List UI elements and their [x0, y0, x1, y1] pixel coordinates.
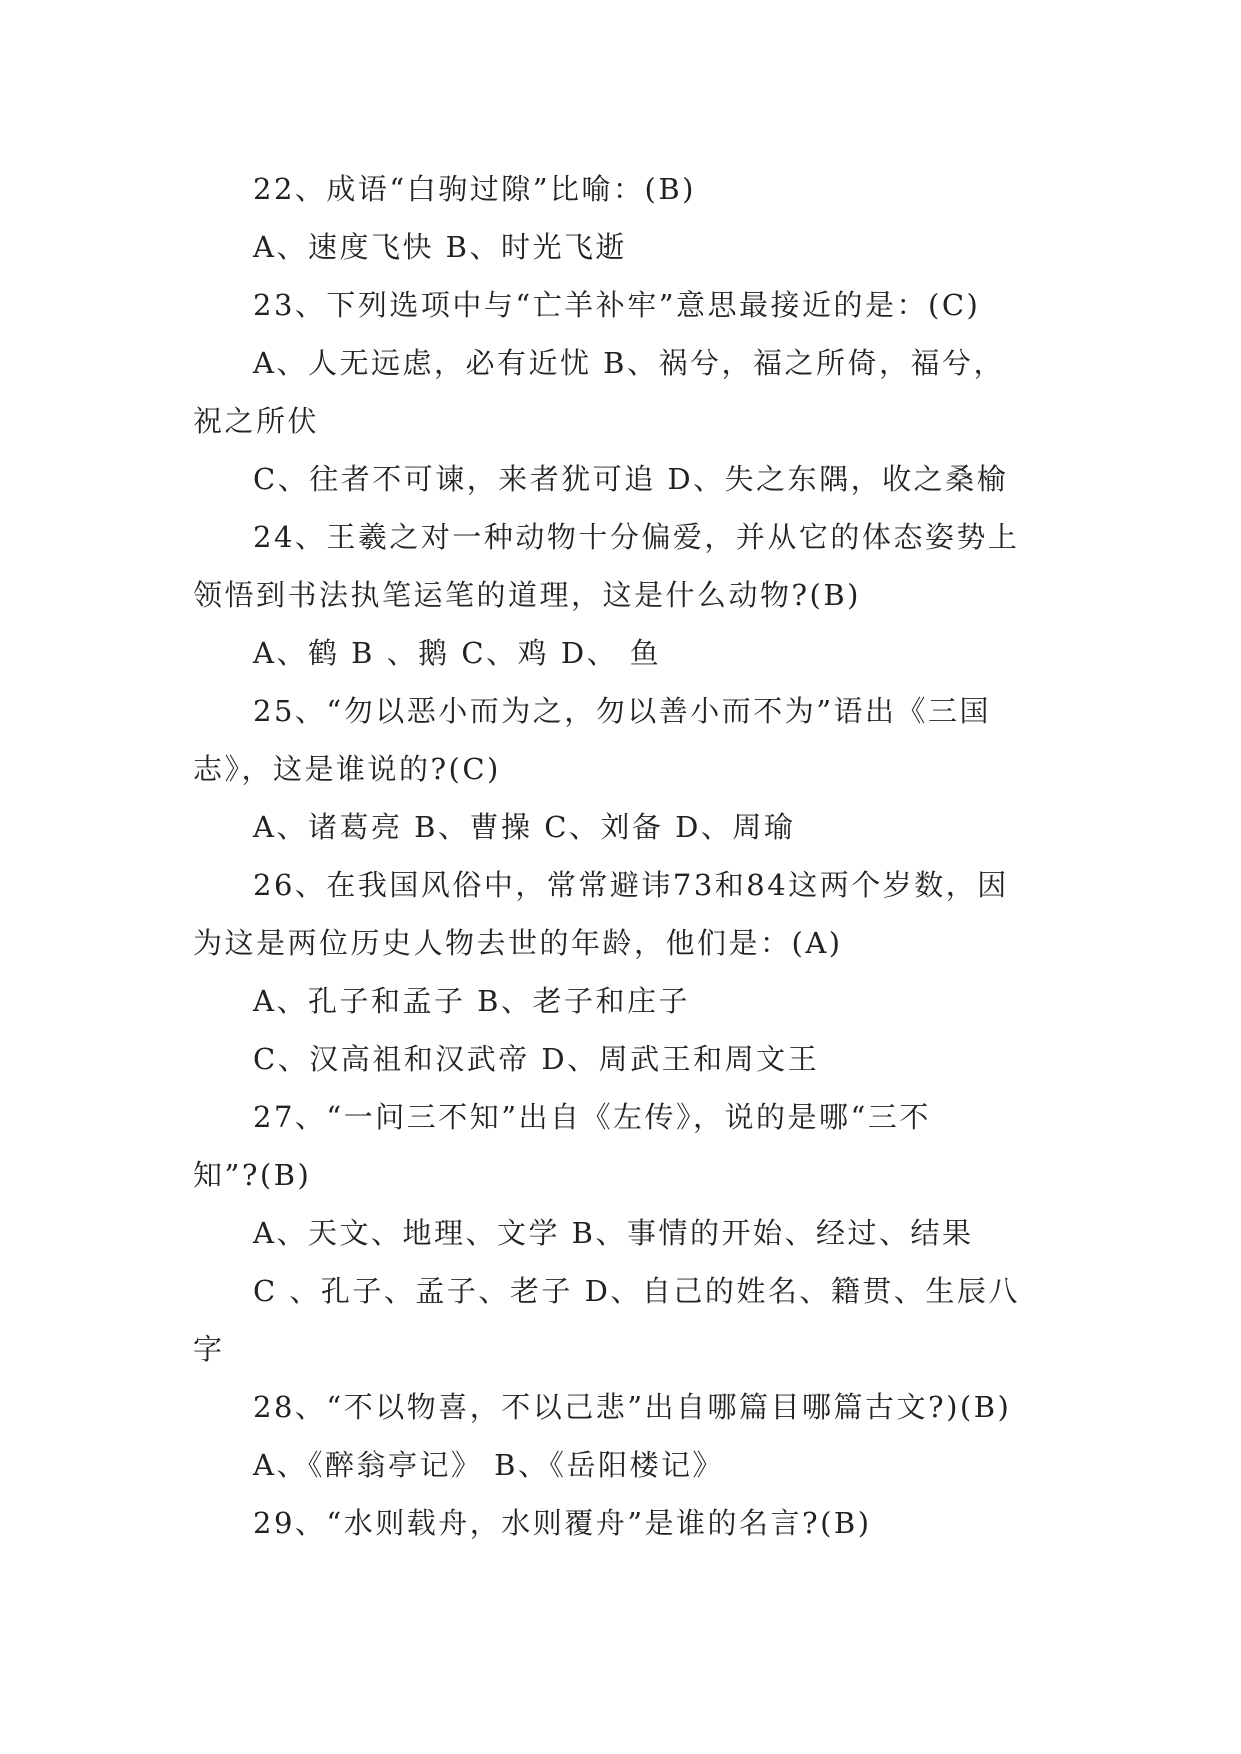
question-26-options-cd: C、汉高祖和汉武帝 D、周武王和周文王 — [253, 1042, 820, 1076]
question-26: 26、在我国风俗中，常常避讳73和84这两个岁数，因 — [253, 868, 1009, 902]
question-22-options: A、速度飞快 B、时光飞逝 — [253, 230, 627, 264]
question-29: 29、“水则载舟，水则覆舟”是谁的名言?(B) — [253, 1506, 872, 1540]
question-27-continued: 知”?(B) — [193, 1158, 312, 1192]
question-27: 27、“一问三不知”出自《左传》，说的是哪“三不 — [253, 1100, 931, 1134]
question-25-continued: 志》，这是谁说的?(C) — [193, 752, 501, 786]
question-23-options-ab-continued: 祝之所伏 — [193, 404, 320, 438]
question-24: 24、王羲之对一种动物十分偏爱，并从它的体态姿势上 — [253, 520, 1020, 554]
question-28-options: A、《醉翁亭记》 B、《岳阳楼记》 — [253, 1448, 724, 1482]
page-body — [193, 160, 1048, 1552]
question-24-options: A、鹤 B 、鹅 C、鸡 D、 鱼 — [253, 636, 662, 670]
question-28: 28、“不以物喜，不以己悲”出自哪篇目哪篇古文?)(B) — [253, 1390, 1012, 1424]
question-25-options: A、诸葛亮 B、曹操 C、刘备 D、周瑜 — [253, 810, 796, 844]
question-26-continued: 为这是两位历史人物去世的年龄，他们是：(A) — [193, 926, 843, 960]
question-23-options-ab: A、人无远虑，必有近忧 B、祸兮，福之所倚，福兮， — [253, 346, 1005, 380]
question-27-options-cd-continued: 字 — [193, 1332, 225, 1366]
question-24-continued: 领悟到书法执笔运笔的道理，这是什么动物?(B) — [193, 578, 861, 612]
question-27-options-ab: A、天文、地理、文学 B、事情的开始、经过、结果 — [253, 1216, 974, 1250]
question-27-options-cd: C 、孔子、孟子、老子 D、自己的姓名、籍贯、生辰八 — [253, 1274, 1020, 1308]
question-25: 25、“勿以恶小而为之，勿以善小而不为”语出《三国 — [253, 694, 992, 728]
question-23: 23、下列选项中与“亡羊补牢”意思最接近的是：(C) — [253, 288, 981, 322]
question-23-options-cd: C、往者不可谏，来者犹可追 D、失之东隅，收之桑榆 — [253, 462, 1009, 496]
question-22: 22、成语“白驹过隙”比喻：(B) — [253, 172, 696, 206]
question-26-options-ab: A、孔子和孟子 B、老子和庄子 — [253, 984, 690, 1018]
